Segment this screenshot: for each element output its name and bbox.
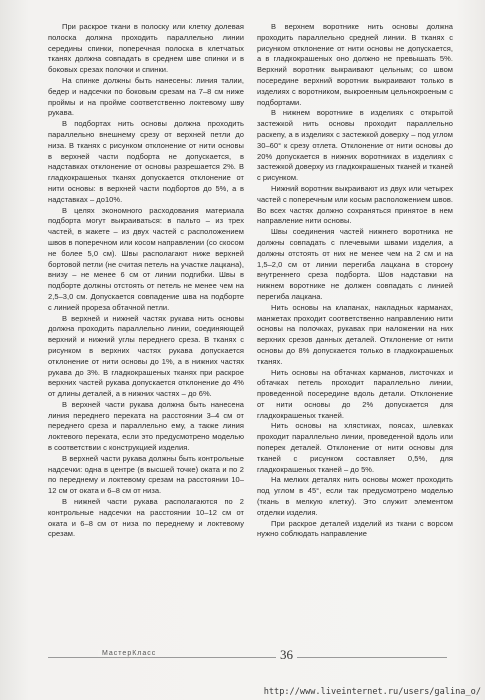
paragraph: При раскрое деталей изделий из ткани с ворсом нужно соблюдать направление xyxy=(257,518,453,539)
paragraph: В верхней и нижней частях рукава нить основы должна проходить параллельно линии, соединяющей верхний и нижний углы переднего среза. В тканях с рисунком в верхних частях рукава допускается отклонение от нити основы до 1%, а в нижних частях рукава до 3%. В гладкокрашеных тканях при раскрое верхних частей рукава допускается отклонение до 4% от длины деталей, а в нижних частях – до 6%. xyxy=(48,313,244,399)
paragraph: В подбортах нить основы должна проходить параллельно внешнему срезу от верхней петли до низа. В тканях с рисунком отклонение от нити основы в верхней части подборта не допускается, в надставках отклонение от основы разрешается 2%. В гладкокрашеных тканях допускается отклонение от нити основы: в верхней части подбортов до 5%, а в надставках – до10%. xyxy=(48,119,244,204)
paragraph: При раскрое ткани в полоску или клетку долевая полоска должна проходить параллельно линии середины спинки, поперечная полоска в клетчатых тканях должна совпадать в среднем шве спинки и в боковых срезах полочки и спинки. xyxy=(48,22,244,75)
paragraph: В верхней части рукава должны быть контрольные надсечки: одна в центре (в высшей точке) оката и по 2 по переднему и локтевому срезам на расстоянии 10–12 см от оката и 6–8 см от низа. xyxy=(48,453,244,496)
paragraph: В нижней части рукава располагаются по 2 контрольные надсечки на расстоянии 10–12 см от оката и 6–8 см от низа по переднему и локтевому срезам. xyxy=(48,497,244,539)
paragraph: На спинке должны быть нанесены: линия талии, бедер и надсечки по боковым срезам на 7–8 см ниже проймы и на пройме соответственно локтевому шву рукава. xyxy=(48,75,244,118)
paragraph: На мелких деталях нить основы может проходить под углом в 45°, если так предусмотрено моделью (ткань в мелкую клетку). Это служит элементом отделки изделия. xyxy=(257,475,453,517)
paragraph: Нить основы на обтачках карманов, листочках и обтачках петель проходит параллельно линии, проведенной посередине вдоль детали. Отклонение от нити основы до 2% допускается для гладкокрашеных тканей. xyxy=(257,367,453,420)
paragraph: Нить основы на клапанах, накладных карманах, манжетах проходит соответственно направлению нити основы на полочках, рукавах при наложении на них верхних срезов данных деталей. Отклонение от нити основы до 8% допускается только в гладкокрашеных тканях. xyxy=(257,302,453,366)
right-text-column xyxy=(257,22,453,540)
page-number: 36 xyxy=(276,647,297,663)
watermark-url: http://www.liveinternet.ru/users/galina_o/ xyxy=(263,687,481,697)
paragraph: В целях экономного расходования материала подборта могут выкраиваться: в пальто – из трех частей, в жакете – из двух частей с расположением швов в поперечном или косом направлении (со скосом не более 5,0 см). Швы располагают ниже верхней бортовой петли (не считая петель на участке лацкана), внизу – не менее 6 см от линии подгибки. Швы в подборте должны отстоять от петель не менее чем на 2,5–3,0 см. Допускается совпадение шва на подборте с линией прореза обтачной петли. xyxy=(48,205,244,312)
footer-rule xyxy=(48,657,447,658)
paragraph: В верхнем воротнике нить основы должна проходить параллельно средней линии. В тканях с рисунком отклонение от нити основы не допускается, а в гладкокрашеных оно должно не превышать 5%. Верхний воротник выкраивают цельным; со швом посередине верхний воротник выкраивают только в изделиях с воротником, выкроенным цельнокроеным с подбортами. xyxy=(257,22,453,107)
paragraph: Швы соединения частей нижнего воротника не должны совпадать с плечевыми швами изделия, а должны отстоять от них не менее чем на 2 см и на 1,5–2,0 см от линии перегиба лацкана в сторону внутреннего среза подборта. Шов надставки на нижнем воротнике не должен совпадать с линией перегиба лацкана. xyxy=(257,227,453,301)
left-text-column xyxy=(48,22,244,540)
paragraph: Нижний воротник выкраивают из двух или четырех частей с поперечным или косым расположением швов. Во всех частях должно сохраняться принятое в нем направление нити основы. xyxy=(257,183,453,226)
publication-brand: МастерКласс xyxy=(98,650,160,657)
paragraph: Нить основы на хлястиках, поясах, шлевках проходит параллельно линии, проведенной вдоль или поперек деталей. Отклонение от нити основы для тканей с рисунком составляет 0,5%, для гладкокрашеных тканей – до 5%. xyxy=(257,421,453,474)
page-footer xyxy=(48,647,447,664)
paragraph: В нижнем воротнике в изделиях с открытой застежкой нить основы проходит параллельно раскепу, а в изделиях с застежкой доверху – под углом 30–60° к срезу отлета. Отклонение от нити основы до 20% допускается в нижних воротниках в изделиях с застежкой доверху из гладкокрашеных тканей и тканей с рисунком. xyxy=(257,108,453,183)
paragraph: В верхней части рукава должна быть нанесена линия переднего переката на расстоянии 3–4 см от переднего среза и параллельно ему, а также линия локтевого переката, если это предусмотрено моделью в соответствии с конструкцией изделия. xyxy=(48,399,244,453)
